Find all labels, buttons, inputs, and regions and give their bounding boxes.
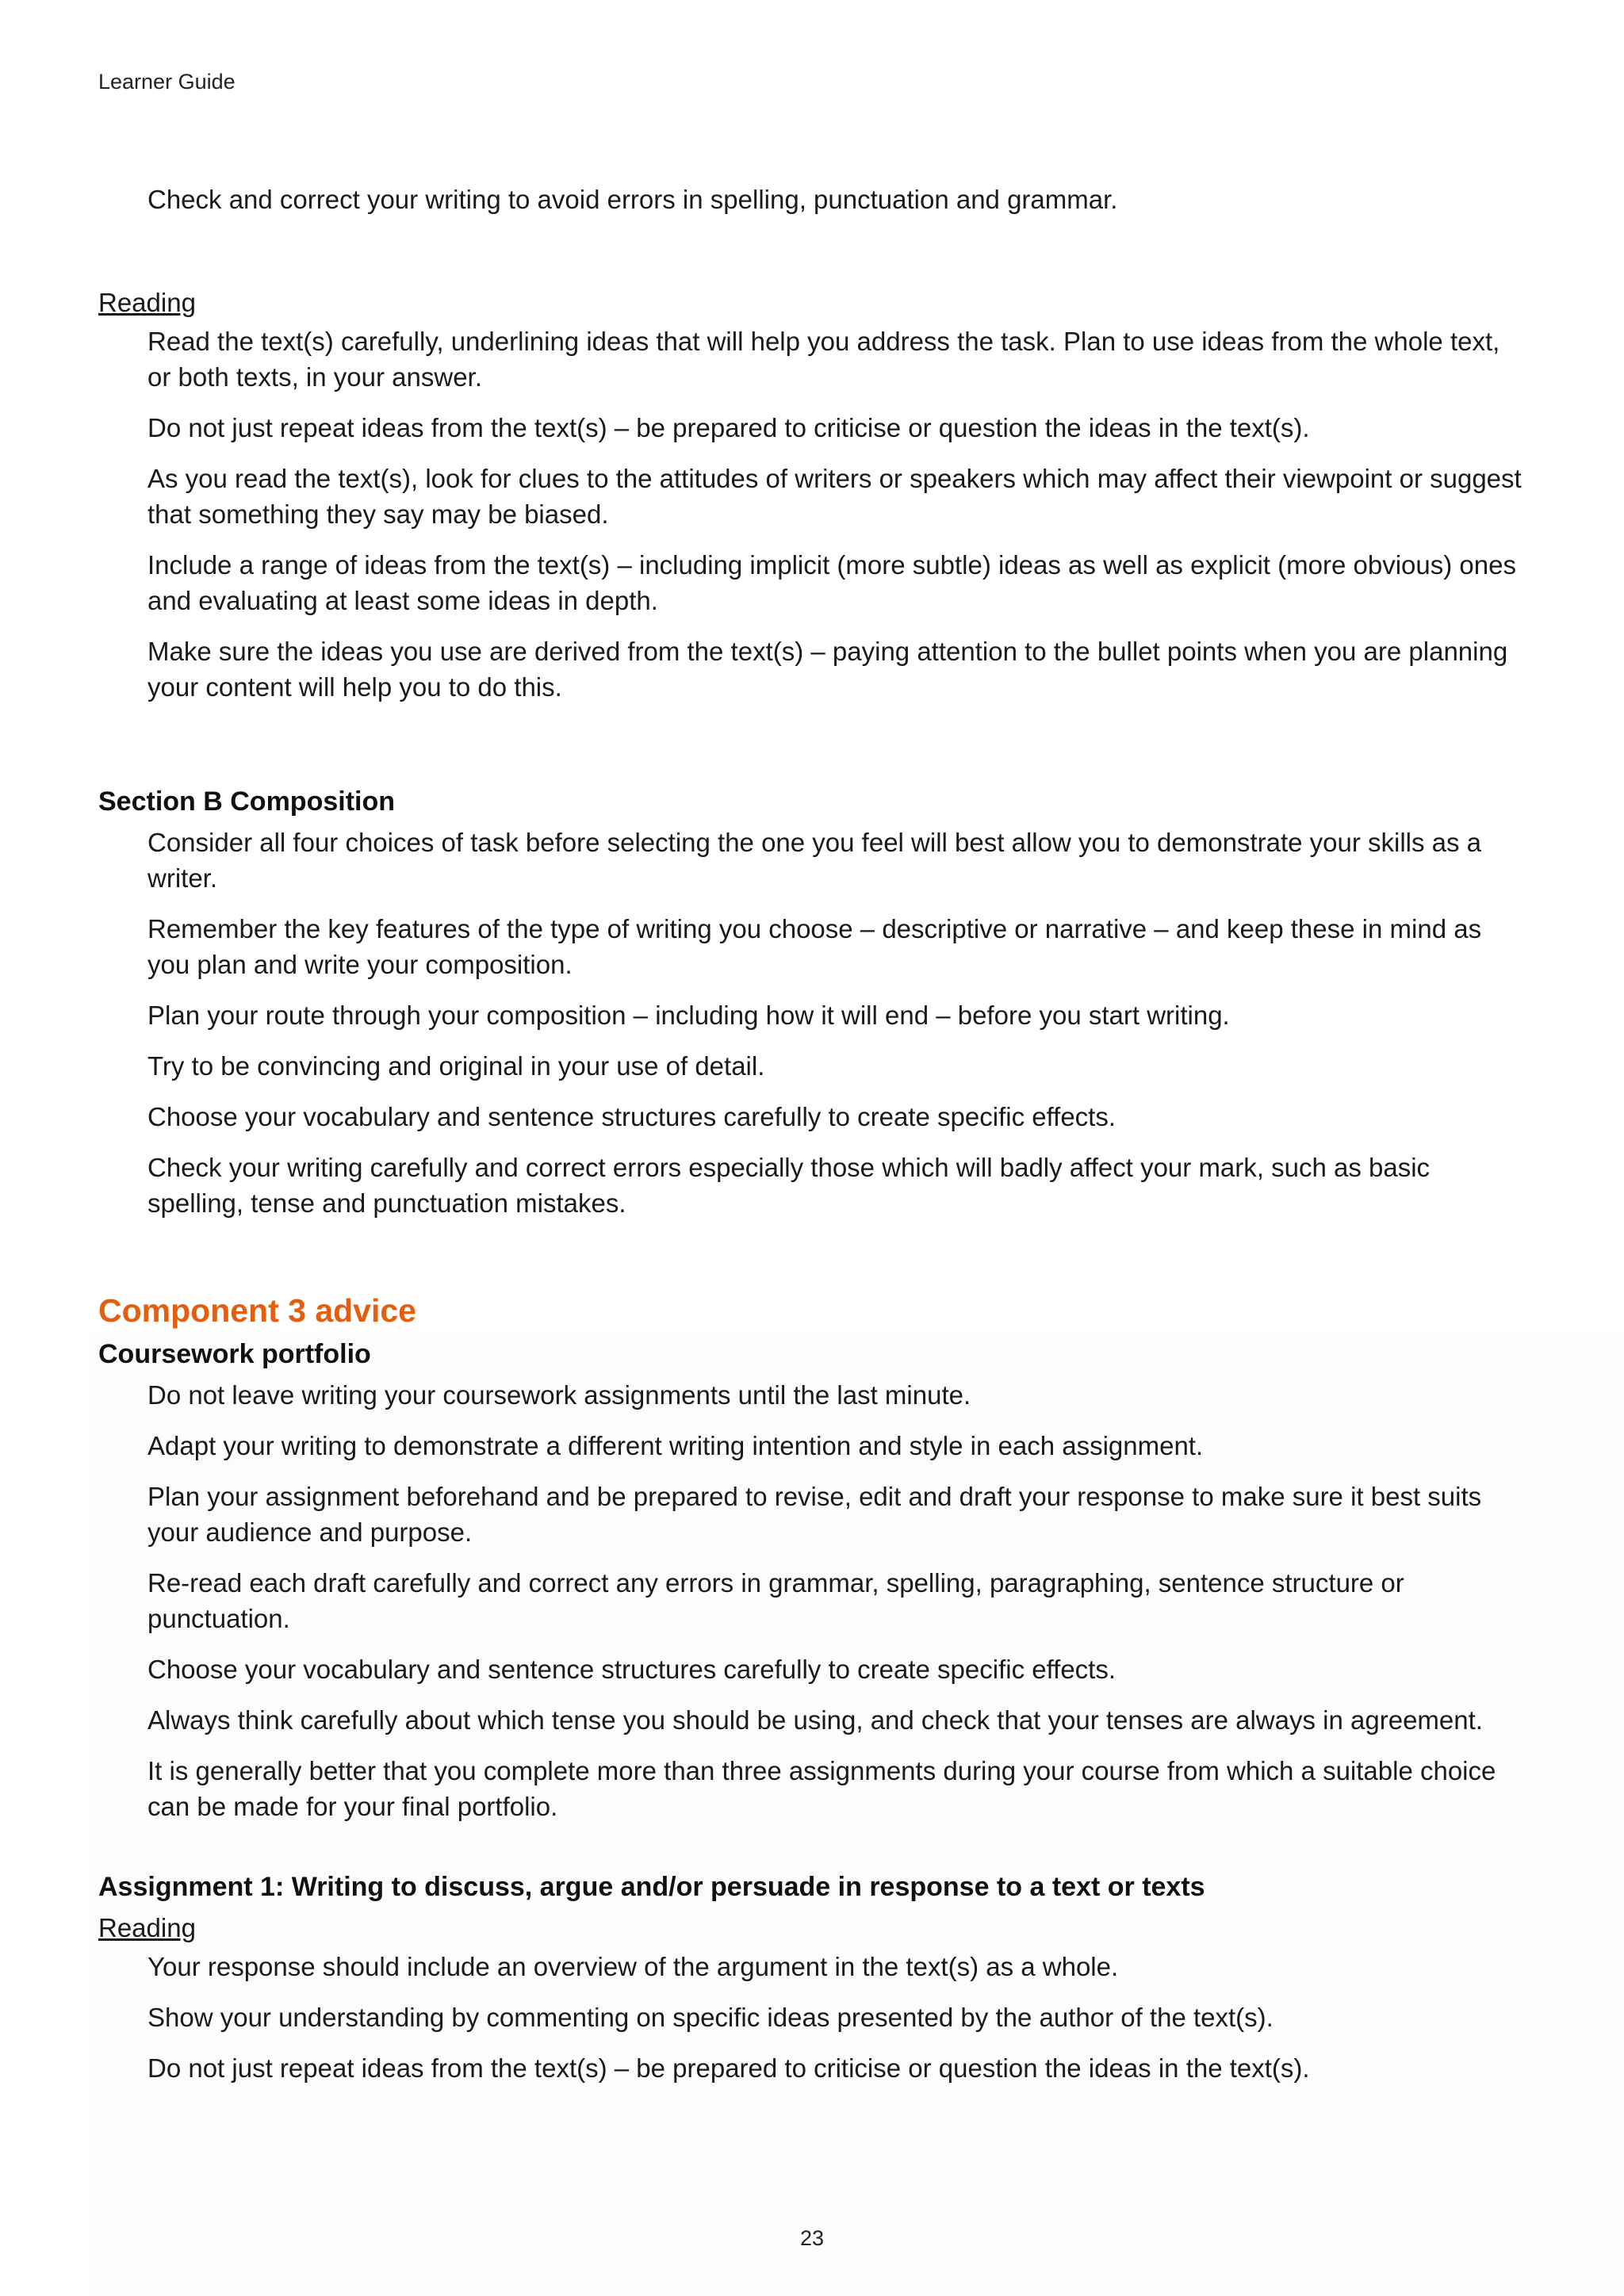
reading-paragraph: Include a range of ideas from the text(s) – including implicit (more subtle) ideas as well as explicit (more obvious) ones and evaluating at least some ideas in depth. — [147, 550, 1516, 615]
coursework-paragraph: Do not leave writing your coursework assignments until the last minute. — [147, 1380, 971, 1410]
reading-block — [98, 285, 1526, 720]
reading-paragraph: As you read the text(s), look for clues to the attitudes of writers or speakers which may affect their viewpoint or suggest that something they say may be biased. — [147, 464, 1522, 529]
coursework-paragraph: Re-read each draft carefully and correct any errors in grammar, spelling, paragraphing, sentence structure or punctuation. — [147, 1568, 1404, 1633]
section-b-paragraph: Try to be convincing and original in your use of detail. — [147, 1051, 765, 1081]
running-header: Learner Guide — [98, 70, 236, 94]
assignment-1-heading: Assignment 1: Writing to discuss, argue and/or persuade in response to a text or texts — [98, 1872, 1205, 1902]
page-number: 23 — [799, 2226, 825, 2250]
assignment-1-reading-heading: Reading — [98, 1913, 196, 1942]
coursework-paragraph: It is generally better that you complete more than three assignments during your course from which a suitable choice can be made for your final portfolio. — [147, 1756, 1496, 1821]
reading-paragraph: Make sure the ideas you use are derived from the text(s) – paying attention to the bullet points when you are planning your content will help you to do this. — [147, 637, 1508, 702]
coursework-paragraph: Plan your assignment beforehand and be prepared to revise, edit and draft your response to make sure it best suits your audience and purpose. — [147, 1482, 1482, 1547]
coursework-paragraph: Always think carefully about which tense you should be using, and check that your tenses are always in agreement. — [147, 1705, 1483, 1735]
section-b-paragraph: Remember the key features of the type of writing you choose – descriptive or narrative – and keep these in mind as you plan and write your composition. — [147, 914, 1482, 979]
assignment-1-paragraph: Show your understanding by commenting on specific ideas presented by the author of the text(s). — [147, 2003, 1274, 2032]
component-3-block — [98, 1289, 1526, 1839]
section-b-paragraph: Choose your vocabulary and sentence structures carefully to create specific effects. — [147, 1102, 1116, 1131]
section-b-paragraph: Check your writing carefully and correct errors especially those which will badly affect your mark, such as basic spelling, tense and punctuation mistakes. — [147, 1153, 1431, 1218]
intro-paragraph: Check and correct your writing to avoid errors in spelling, punctuation and grammar. — [147, 185, 1118, 214]
assignment-1-paragraph: Your response should include an overview of the argument in the text(s) as a whole. — [147, 1952, 1119, 1981]
section-b-paragraph: Plan your route through your composition – including how it will end – before you start writing. — [147, 1001, 1230, 1030]
intro-block — [98, 182, 1526, 232]
reading-paragraph: Do not just repeat ideas from the text(s) – be prepared to criticise or question the ideas in the text(s). — [147, 413, 1310, 442]
reading-paragraph: Read the text(s) carefully, underlining ideas that will help you address the task. Plan to use ideas from the whole text, or both texts, in your answer. — [147, 327, 1500, 392]
section-b-paragraph: Consider all four choices of task before selecting the one you feel will best allow you to demonstrate your skills as a writer. — [147, 828, 1482, 893]
component-3-heading: Component 3 advice — [98, 1292, 416, 1329]
reading-heading: Reading — [98, 288, 196, 317]
assignment-1-paragraph: Do not just repeat ideas from the text(s) – be prepared to criticise or question the ideas in the text(s). — [147, 2053, 1310, 2083]
coursework-paragraph: Adapt your writing to demonstrate a different writing intention and style in each assignment. — [147, 1431, 1204, 1460]
section-b-block — [98, 784, 1526, 1236]
coursework-portfolio-heading: Coursework portfolio — [98, 1339, 371, 1369]
section-b-heading: Section B Composition — [98, 786, 395, 817]
coursework-paragraph: Choose your vocabulary and sentence structures carefully to create specific effects. — [147, 1655, 1116, 1684]
assignment-1-block — [98, 1869, 1526, 2101]
